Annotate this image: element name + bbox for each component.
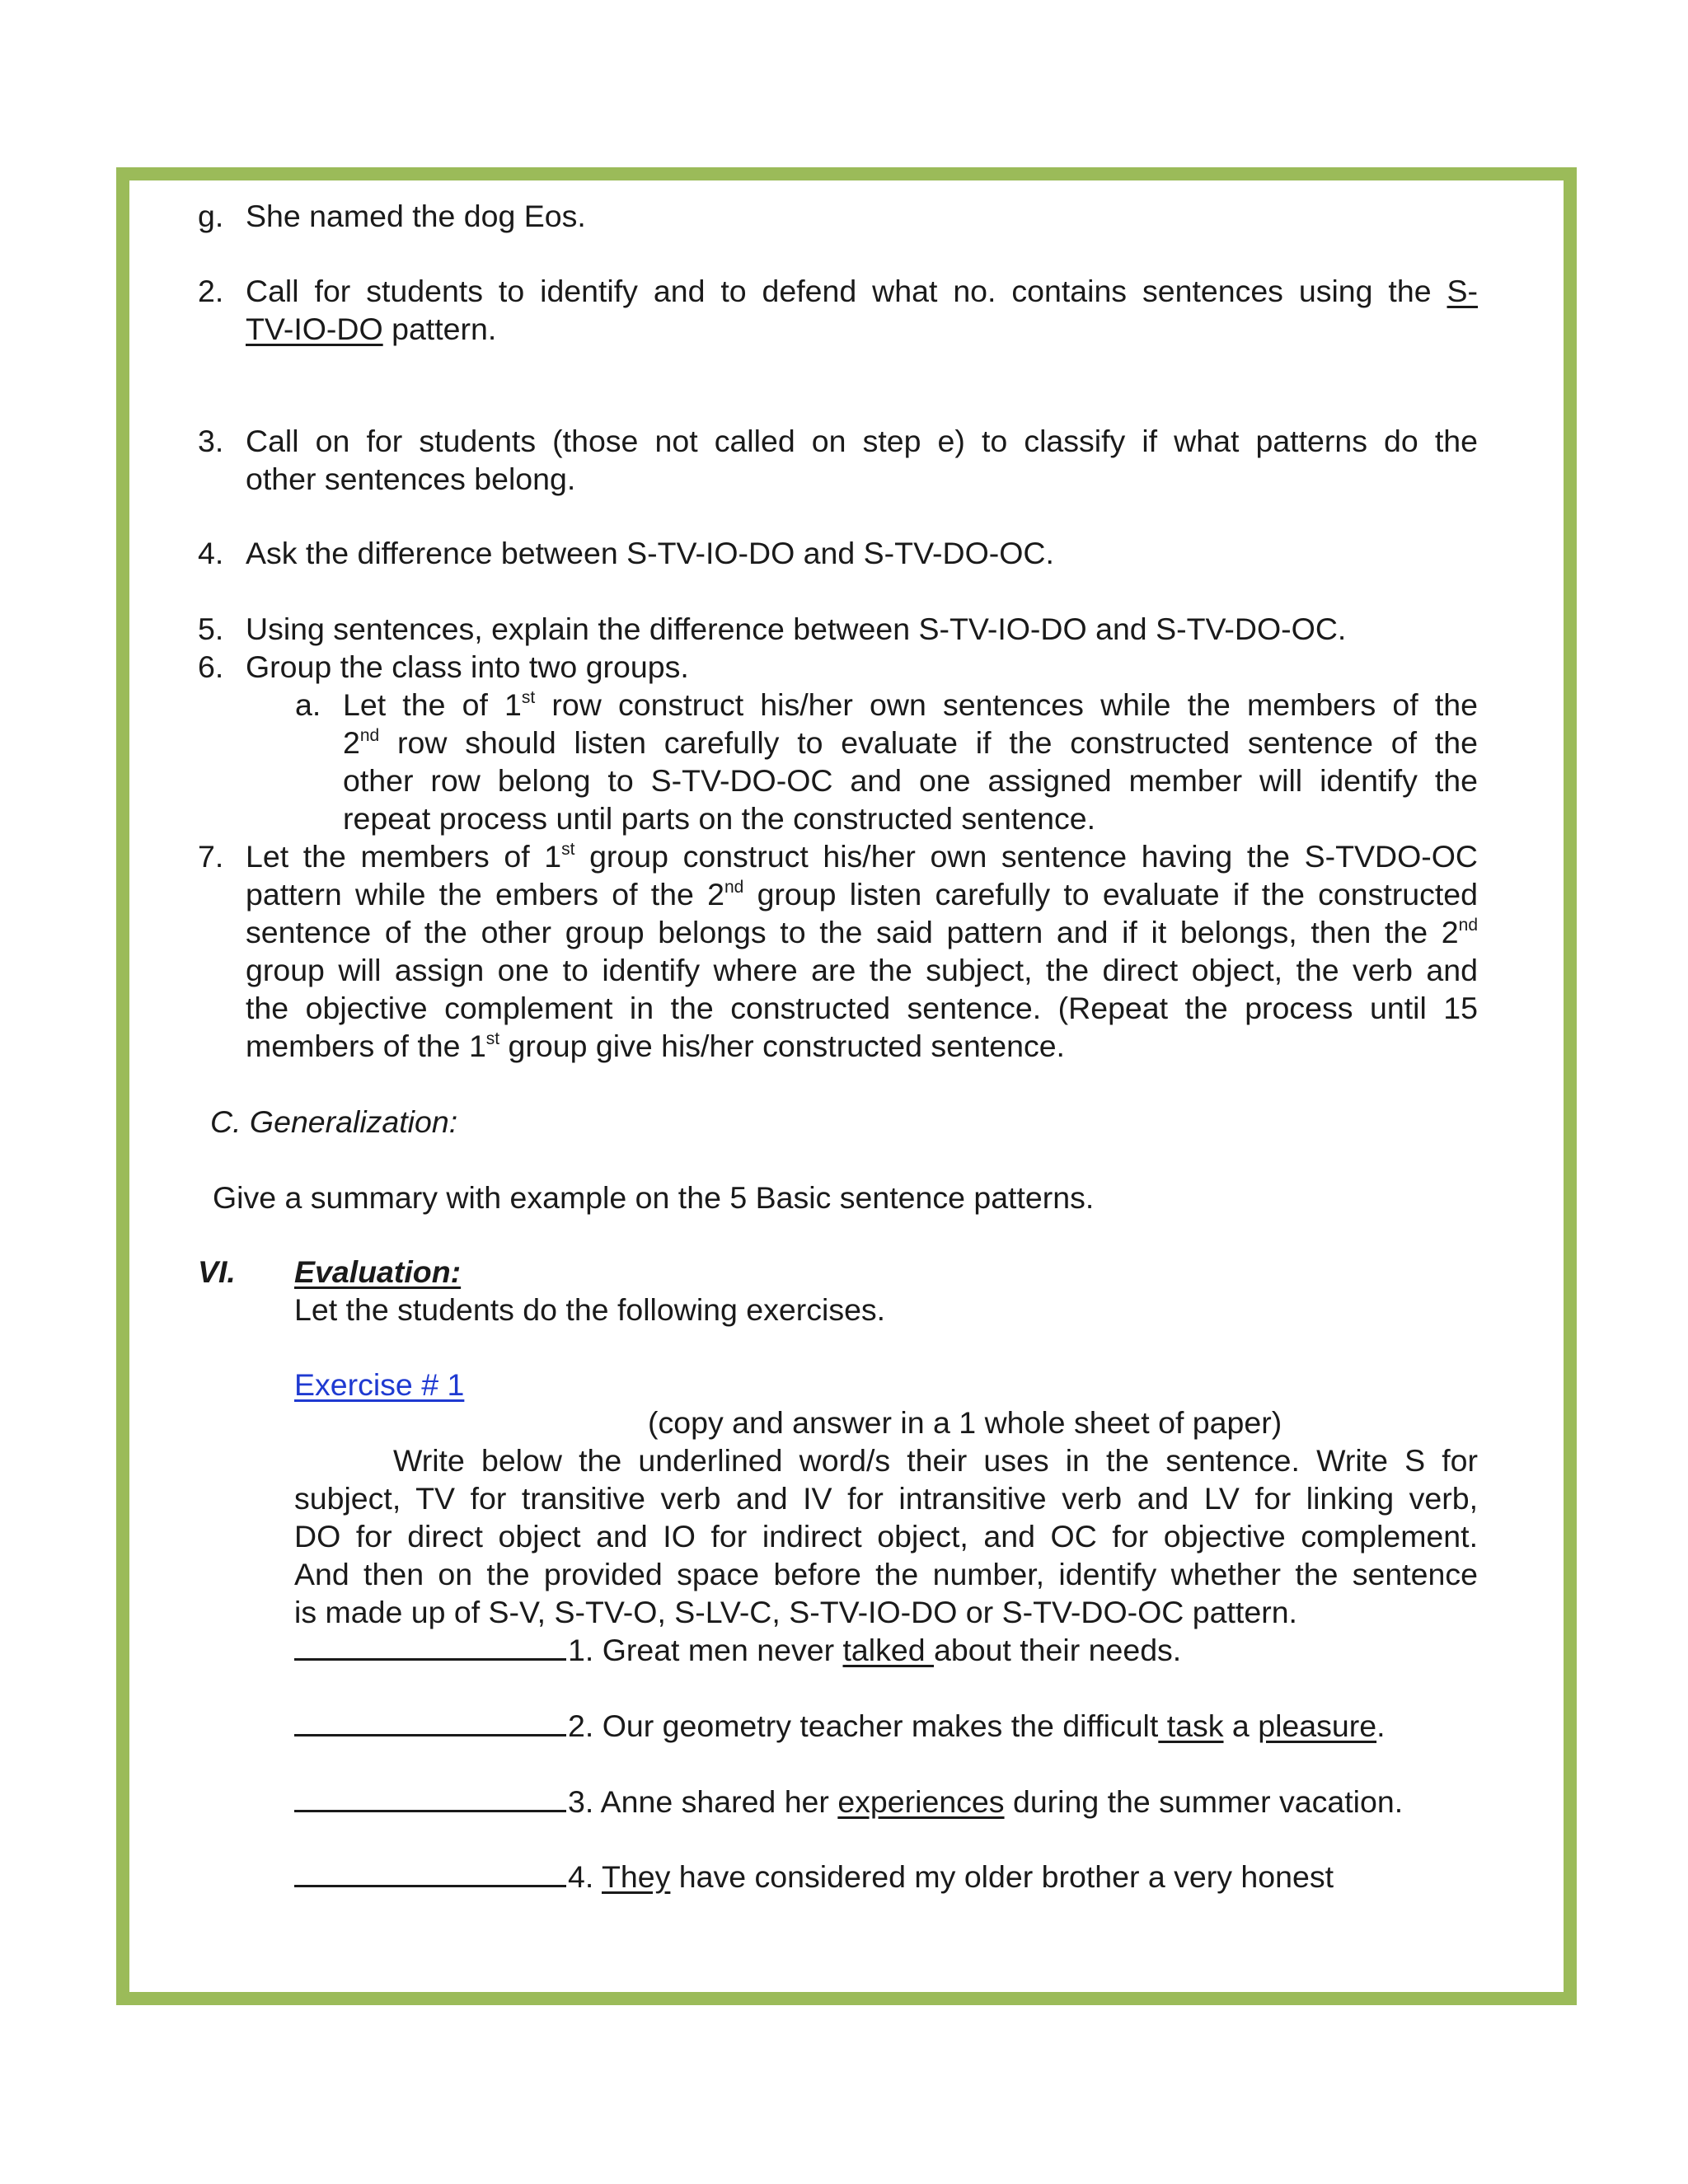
question-1-text-b: about their needs. [934,1633,1182,1667]
answer-blank-2[interactable] [294,1709,566,1736]
question-3-text-b: during the summer vacation. [1004,1784,1404,1819]
generalization-text: Give a summary with example on the 5 Basic sentence patterns. [213,1180,1095,1215]
instructions-line-5: is made up of S-V, S-TV-O, S-LV-C, S-TV-IO-DO or S-TV-DO-OC pattern. [294,1595,1297,1629]
question-2-text-b: . [1376,1708,1386,1743]
item-2-text-b: pattern. [382,312,497,346]
item-7-sup-6: st [485,1029,500,1048]
item-7-line-5: the objective complement in the constructed sentence. (Repeat the process until 15 [246,991,1478,1025]
item-7-text-1b: group construct his/her own sentence having the S-TVDO-OC [574,839,1478,874]
item-6a-line-1 [343,686,1478,724]
item-7-line-6 [246,1027,1065,1065]
question-2-text-a: 2. Our geometry teacher makes the difficult [568,1708,1159,1743]
item-6a-line-2 [343,724,1478,762]
item-3-line-1: Call on for students (those not called on step e) to classify if what patterns do the [246,424,1478,458]
item-7-number: 7. [198,839,224,874]
item-6a-letter: a. [295,687,321,722]
item-7-line-1 [246,837,1478,875]
exercise-1-link[interactable]: Exercise # 1 [294,1367,465,1402]
question-2-text-m: a [1223,1708,1259,1743]
item-7-text-1a: Let the members of 1 [246,839,562,874]
question-2 [294,1707,1386,1745]
item-6a-sup-1: st [521,687,536,707]
item-5-number: 5. [198,612,224,646]
item-6-text: Group the class into two groups. [246,649,689,684]
item-7-text-3a: sentence of the other group belongs to the said pattern and if it belongs, then the 2 [246,915,1459,949]
evaluation-numeral: VI. [198,1254,236,1289]
item-7-text-6a: members of the 1 [246,1029,486,1063]
item-6a-line-4: repeat process until parts on the constructed sentence. [343,801,1096,836]
question-4 [294,1858,1334,1896]
item-2-number: 2. [198,274,224,308]
question-3-text-a: 3. Anne shared her [568,1784,838,1819]
item-7-text-2b: group listen carefully to evaluate if the constructed [743,877,1478,912]
question-3 [294,1783,1403,1821]
evaluation-heading: Evaluation: [294,1254,462,1289]
item-5-text: Using sentences, explain the difference between S-TV-IO-DO and S-TV-DO-OC. [246,612,1347,646]
item-g-number: g. [198,199,224,233]
item-6a-line-3: other row belong to S-TV-DO-OC and one assigned member will identify the [343,763,1478,798]
item-6a-text-2a: 2 [343,725,360,760]
question-3-underlined: experiences [837,1784,1005,1819]
question-1-underlined: talked [842,1633,934,1667]
item-2-line-1 [246,272,1478,310]
answer-blank-4[interactable] [294,1860,566,1887]
item-7-sup-2: nd [724,877,744,897]
item-6a-sup-2: nd [359,725,380,745]
item-6a-text-1b: row construct his/her own sentences while the members of the [535,687,1478,722]
item-2-line-2 [246,310,496,348]
item-4-text: Ask the difference between S-TV-IO-DO and S-TV-DO-OC. [246,536,1054,570]
question-1 [294,1631,1181,1669]
question-4-underlined: They [602,1859,671,1894]
item-6a-text-2b: row should listen carefully to evaluate if the constructed sentence of the [379,725,1478,760]
copy-note: (copy and answer in a 1 whole sheet of paper) [648,1405,1282,1440]
question-4-text-a: 4. [568,1859,603,1894]
item-6-number: 6. [198,649,224,684]
item-3-line-2: other sentences belong. [246,462,576,496]
instructions-line-1: Write below the underlined word/s their uses in the sentence. Write S for [393,1443,1478,1478]
item-g-text: She named the dog Eos. [246,199,586,233]
item-4-number: 4. [198,536,224,570]
item-7-text-6b: group give his/her constructed sentence. [499,1029,1065,1063]
item-2-pattern-a: S- [1447,274,1479,308]
answer-blank-1[interactable] [294,1633,566,1661]
item-3-number: 3. [198,424,224,458]
question-2-underlined-2: pleasure [1258,1708,1377,1743]
item-2-text-a: Call for students to identify and to defend what no. contains sentences using the [246,274,1432,308]
answer-blank-3[interactable] [294,1785,566,1812]
generalization-heading: C. Generalization: [210,1104,458,1139]
question-4-text-b: have considered my older brother a very honest [670,1859,1334,1894]
item-7-text-2a: pattern while the embers of the 2 [246,877,724,912]
instructions-line-3: DO for direct object and IO for indirect object, and OC for objective complement. [294,1519,1478,1554]
item-6a-text-1a: Let the of 1 [343,687,522,722]
item-7-line-4: group will assign one to identify where are the subject, the direct object, the verb and [246,953,1478,987]
item-2-pattern-b: TV-IO-DO [246,312,383,346]
instructions-line-2: subject, TV for transitive verb and IV for intransitive verb and LV for linking verb, [294,1481,1478,1516]
item-7-line-2 [246,875,1478,913]
evaluation-intro: Let the students do the following exercises. [294,1292,886,1327]
item-7-sup-3: nd [1458,915,1478,935]
question-2-underlined-1: task [1158,1708,1224,1743]
question-1-text-a: 1. Great men never [568,1633,843,1667]
item-7-line-3 [246,913,1478,951]
item-7-sup-1: st [561,839,575,859]
instructions-line-4: And then on the provided space before the number, identify whether the sentence [294,1557,1478,1591]
